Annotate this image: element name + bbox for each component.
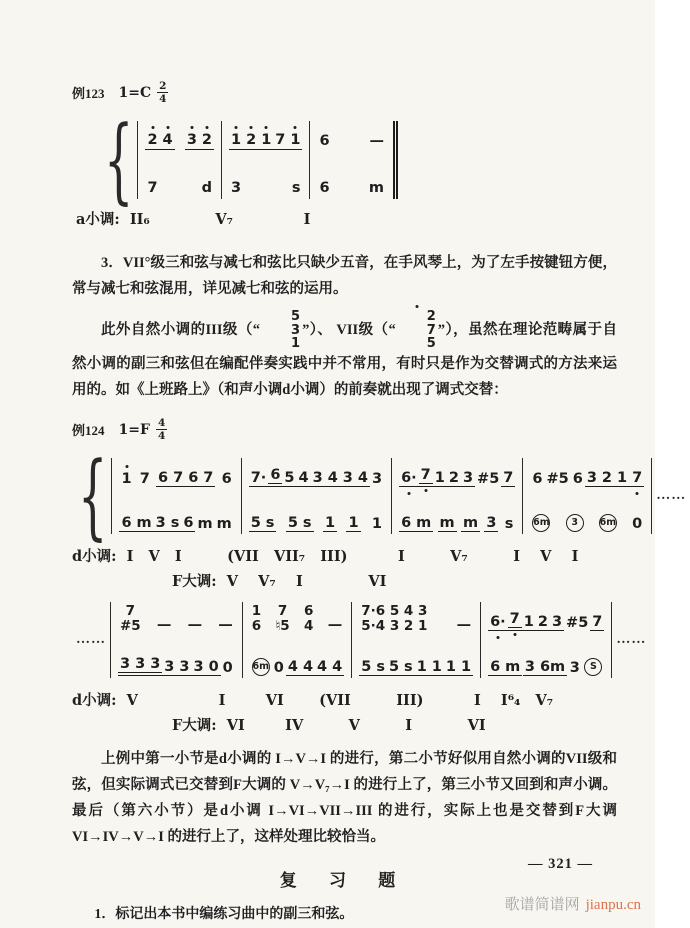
ex123-measure-1 (137, 121, 222, 199)
bass-line: 3 3 3 3 3 3 0 0 (120, 655, 233, 676)
ex124-system2-analysis (72, 690, 617, 736)
example-124-header (72, 417, 617, 442)
ex123-harmonic-analysis: a小调: II₆ V₇ I (76, 211, 311, 229)
ex123-measure-2 (222, 121, 310, 199)
time-signature: $\frac{4}{4}$ (157, 417, 166, 443)
page-number: — 321 — (528, 856, 593, 872)
s2-measure-3 (352, 602, 481, 678)
review-question-1: 1．标记出本书中编练习曲中的副三和弦。 (94, 907, 354, 923)
example-123-score (98, 106, 398, 215)
melody-line: 6 #5 6 3 2 1 7 (532, 469, 643, 487)
s2-measure-2 (243, 602, 352, 678)
example-123-key-signature (119, 80, 169, 105)
melody-line: 1 6 7 ♮5 6 4 — (251, 603, 343, 634)
example-123-header (72, 80, 617, 105)
example-124-system-2 (72, 602, 647, 678)
bass-line: 6m 3 6m 0 (533, 515, 643, 532)
bass-line: 6 m (319, 180, 385, 197)
analysis-f-major: F大调: V V₇ I VI (172, 573, 387, 591)
continuation-dots: …… (76, 632, 106, 648)
s1-measure-3 (392, 458, 523, 534)
key-text: 1=F (118, 421, 150, 438)
paragraph-2-text: ”）、 VII级（“ (302, 321, 396, 338)
paragraph-1: 3．VII°级三和弦与减七和弦比只缺少五音，在手风琴上，为了左手按键钮方便，常与减七和弦混用，详见减七和弦的运用。 (72, 255, 617, 298)
example-124-key-signature (119, 417, 168, 442)
bass-line: 6 m 3 6m 3 S (488, 652, 604, 676)
paragraph-2-text: ”），虽然在理论范畴属于自然小调的副三和弦但在编配伴奏实践中并不常用，有时只是作为交替调式的方法来运用的。如《上班路上》（和声小调d小调）的前奏就出现了调式交替： (72, 321, 617, 399)
ex123-measure-3 (310, 121, 398, 199)
continuation-dots: …… (616, 632, 647, 648)
bass-line: 3 s (231, 180, 301, 197)
analysis-f-major: F大调: VI IV V I VI (172, 717, 486, 735)
watermark-site-url: jianpu.cn (585, 897, 641, 913)
melody-line: 7 #5 — — — (120, 603, 233, 634)
bass-line: 5 s 5 s 1 1 1 1 (361, 658, 472, 675)
s2-measure-4 (481, 602, 612, 678)
analysis-d-minor: d小调: I V I (VII VII₇ III) I V₇ I V I (72, 548, 579, 566)
example-124-system-1 (72, 442, 687, 551)
paragraph-3: 上例中第一小节是d小调的 I→V→I 的进行，第二小节好似用自然小调的VII级和弦，但实际调式已交替到F大调的 V→V₇→I 的进行上了，第三小节又回到和声小调。最后（第六小节）是d小调 I→VI→VII→III 的进行，实际上也是交替到F大调 VI→IV→V→I 的进行上了，这样处理比较恰当。 (72, 751, 617, 846)
melody-line: 6 — (319, 133, 385, 150)
chord-stack-vii: 2 7 5 (396, 310, 438, 351)
bass-line: 6 m m m 3 s (401, 514, 514, 532)
paragraph-2-text: 此外自然小调的III级（“ (101, 321, 261, 338)
melody-line: 7·6 5 4 3 5·4 3 2 1 — (361, 603, 472, 634)
s1-measure-1 (111, 458, 241, 534)
s2-measure-1 (110, 602, 243, 678)
system-brace: { (104, 106, 134, 215)
measure-group (110, 602, 612, 678)
chord-stack-iii: 5 3 1 (291, 309, 301, 352)
bass-line: 7 d (147, 180, 212, 197)
melody-line: 6· 7 1 2 3 #5 7 (401, 466, 514, 487)
continuation-dots: …… (656, 488, 687, 504)
bass-line: 5 s 5 s 1 1 1 (250, 514, 383, 532)
watermark (505, 893, 641, 914)
paragraph-2 (72, 310, 617, 403)
melody-line: 1 7 6 7 6 7 6 (121, 469, 232, 487)
melody-line: 1 2 1 7 1 (231, 132, 301, 149)
measure-group (137, 121, 398, 199)
measure-group (111, 458, 652, 534)
bass-line: 6 m 3 s 6 m m (121, 514, 232, 532)
s1-measure-4 (523, 458, 652, 534)
melody-line: 2 4 3 2 (147, 132, 212, 149)
bass-line: 6m 0 4 4 4 4 (252, 658, 343, 676)
watermark-site-name: 歌谱简谱网 (504, 897, 580, 913)
example-123-label: 例123 (72, 86, 105, 102)
key-text: 1=C (118, 84, 152, 101)
melody-line: 6· 7 1 2 3 #5 7 (490, 610, 603, 631)
example-124-label: 例124 (72, 423, 105, 439)
system-brace: { (78, 442, 108, 551)
analysis-d-minor: d小调: V I VI (VII III) I I⁶₄ V₇ (72, 692, 554, 710)
s1-measure-2 (242, 458, 392, 534)
ex124-system1-analysis (72, 546, 617, 592)
review-questions-heading: 复 习 题 (279, 871, 410, 891)
melody-line: 7· 6 5 4 3 4 3 4 3 (250, 466, 383, 487)
time-signature: $\frac{2}{4}$ (159, 80, 167, 106)
